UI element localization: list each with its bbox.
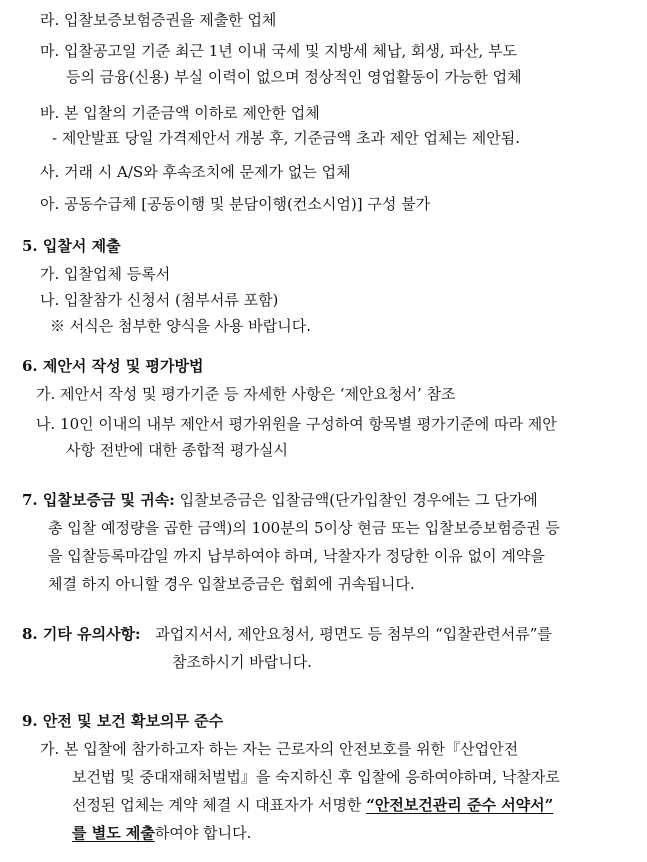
section-5-item-na: 나. 입찰참가 신청서 (첨부서류 포함)	[40, 291, 279, 309]
item-ba: 바. 본 입찰의 기준금액 이하로 제안한 업체	[40, 104, 320, 122]
section-6-item-na-line-1: 나. 10인 이내의 내부 제안서 평가위원을 구성하여 항목별 평가기준에 따라 제안	[36, 415, 557, 433]
item-ma-line-1: 마. 입찰공고일 기준 최근 1년 이내 국세 및 지방세 체납, 회생, 파산, 부도	[40, 42, 518, 60]
section-9-item-ga-line-2: 보건법 및 중대재해처벌법』을 숙지하신 후 입찰에 응하여야하며, 낙찰자로	[72, 768, 560, 786]
section-6-heading: 6. 제안서 작성 및 평가방법	[22, 357, 204, 375]
item-ma-line-2: 등의 금융(신용) 부실 이력이 없으며 정상적인 영업활동이 가능한 업체	[66, 68, 522, 86]
item-a: 아. 공동수급체 [공동이행 및 분담이행(컨소시엄)] 구성 불가	[40, 195, 431, 213]
section-9-item-ga-line-3	[72, 795, 553, 815]
separate-submission-text: 를 별도 제출	[72, 824, 155, 842]
section-7-line-1	[22, 490, 538, 510]
section-7-line-2: 총 입찰 예정량을 곱한 금액)의 100분의 5이상 현금 또는 입찰보증보험증권 등	[48, 519, 560, 537]
safety-pledge-title: “안전보건관리 준수 서약서”	[366, 796, 554, 814]
section-9-item-ga-line-1: 가. 본 입찰에 참가하고자 하는 자는 근로자의 안전보호를 위한『산업안전	[40, 740, 519, 758]
section-8-text: 과업지서서, 제안요청서, 평면도 등 첨부의 “입찰관련서류”를	[155, 625, 552, 643]
section-6-item-na-line-2: 사항 전반에 대한 종합적 평가실시	[66, 441, 288, 459]
section-8-heading: 8. 기타 유의사항:	[22, 625, 141, 643]
section-9-text-end: 하여야 합니다.	[154, 824, 252, 842]
section-5-heading: 5. 입찰서 제출	[22, 237, 121, 255]
section-7-heading: 7. 입찰보증금 및 귀속:	[22, 491, 175, 509]
section-9-text: 선정된 업체는 계약 체결 시 대표자가 서명한	[72, 796, 367, 814]
section-7-line-4: 체결 하지 아니할 경우 입찰보증금은 협회에 귀속됩니다.	[48, 575, 415, 593]
item-sa: 사. 거래 시 A/S와 후속조치에 문제가 없는 업체	[40, 163, 351, 181]
item-ra: 라. 입찰보증보험증권을 제출한 업체	[40, 11, 277, 29]
section-6-item-ga: 가. 제안서 작성 및 평가기준 등 자세한 사항은 ‘제안요청서’ 참조	[36, 385, 456, 403]
section-5-item-ga: 가. 입찰업체 등록서	[40, 265, 171, 283]
section-8-line-2: 참조하시기 바랍니다.	[172, 653, 312, 671]
section-7-text: 입찰보증금은 입찰금액(단가입찰인 경우에는 그 단가에	[179, 491, 538, 509]
section-7-line-3: 을 입찰등록마감일 까지 납부하여야 하며, 낙찰자가 정당한 이유 없이 계약을	[48, 547, 545, 565]
item-ba-note: - 제안발표 당일 가격제안서 개봉 후, 기준금액 초과 제안 업체는 제안됨.	[52, 129, 521, 147]
section-5-note: ※ 서식은 첨부한 양식을 사용 바랍니다.	[50, 317, 311, 335]
section-9-item-ga-line-4	[72, 823, 251, 843]
section-9-heading: 9. 안전 및 보건 확보의무 준수	[22, 712, 224, 730]
section-8-line-1	[22, 624, 552, 644]
